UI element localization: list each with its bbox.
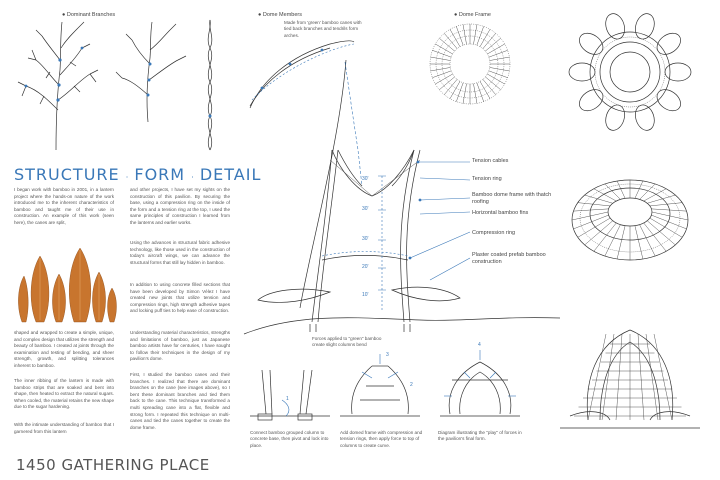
callout-dome-frame: Bamboo dome frame with thatch roofing (472, 192, 552, 205)
paragraph-4: With the intimate understanding of bamboo that I garnered from this lantern (14, 422, 114, 434)
dimension-label: 30' (362, 206, 369, 212)
dome-members-header: ● Dome Members (258, 12, 302, 18)
paragraph-6: Using the advances in structural fabric adhesive technology, like those used in the construction of today's aircraft wings, we can advance the structural forms that still lay hidden in bamboo. (130, 240, 230, 265)
bullet-icon: ● (454, 12, 458, 18)
page-title: STRUCTURE · FORM · DETAIL (14, 165, 262, 184)
caption-step-2: Add domed frame with compression and tension rings, then apply force to top of columns to create curve. (340, 430, 423, 448)
paragraph-5: and other projects, I have set my sights on the construction of this pavilion. By securing the base, using a compression ring on the inside of the form and a tension ring at the top, I used the same principles of construction I learned from the lanterns and earlier works. (130, 187, 230, 225)
paragraph-1: I began work with bamboo in 2001, in a lantern project where the hands-on nature of the work introduced me to the inherent characteristics of bamboo and taught me of their use in construction. An example of this work (seen here), the canes are split, (14, 187, 114, 225)
callout-prefab-construction: Plaster coated prefab bamboo construction (472, 252, 546, 265)
paragraph-9: First, I studied the bamboo canes and their branches. I realized that there are dominant branches on the cane (see images above), so I bent these dominant branches and tied them back to the cane. This technique transformed a multi spreading cane into a flat, flexible and strong form. I repeated this technique on multi-canes and tied the canes together to create the dome frame. (130, 372, 230, 430)
step-number: 2 (410, 382, 413, 388)
paragraph-2: shaped and wrapped to create a simple, unique, and complex design that utilizes the strength and beauty of bamboo. I created at joints through the examination and testing of bending, and sheer strength, growth, and splitting tolerances inherent to bamboo. (14, 330, 114, 368)
dimension-label: 20' (362, 264, 369, 270)
dimension-label: 30' (362, 236, 369, 242)
bullet-icon: ● (258, 12, 262, 18)
dimension-label: 10' (362, 292, 369, 298)
footer-title: 1450 GATHERING PLACE (16, 456, 210, 474)
sketch-note: Forces applied to "green" bamboo create slight columns bend (312, 336, 382, 348)
callout-tension-ring: Tension ring (472, 176, 502, 182)
bullet-icon: ● (62, 12, 66, 18)
callout-horizontal-fins: Horizontal bamboo fins (472, 210, 529, 216)
dome-frame-header: ● Dome Frame (454, 12, 491, 18)
caption-step-1: Connect bamboo grouped column to concrete base, then pivot and lock into place. (250, 430, 329, 448)
callout-compression-ring: Compression ring (472, 230, 516, 236)
branches-header: ● Dominant Branches (62, 12, 116, 18)
caption-step-3: Diagram illustrating the "play" of forces in the pavilion's final form. (438, 430, 522, 442)
step-number: 1 (286, 396, 289, 402)
dome-members-note: Made from 'green' bamboo canes with tied back branches and tendrils form arches. (284, 20, 362, 38)
paragraph-3: The inner ribbing of the lantern is made with bamboo strips that are soaked and bent into shape, then heated to extract the natural sugars. When cooled, the material retains the new shape due to the sugar hardening. (14, 378, 114, 410)
step-number: 3 (386, 352, 389, 358)
callout-tension-cables: Tension cables (472, 158, 509, 164)
dimension-label: 30' (362, 176, 369, 182)
paragraph-8: Understanding material characteristics, strengths and limitations of bamboo, just as Japanese bamboo artists have for centuries, I have sought to follow their techniques in the design of my pavilion's dome. (130, 330, 230, 362)
paragraph-7: In addition to using concrete filled sections that have been developed by Simon Vélez I have created new joints that utilize tension and compression rings, high strength adhesive tapes and locking puff ties to help ease of construction. (130, 282, 230, 314)
step-number: 4 (478, 342, 481, 348)
